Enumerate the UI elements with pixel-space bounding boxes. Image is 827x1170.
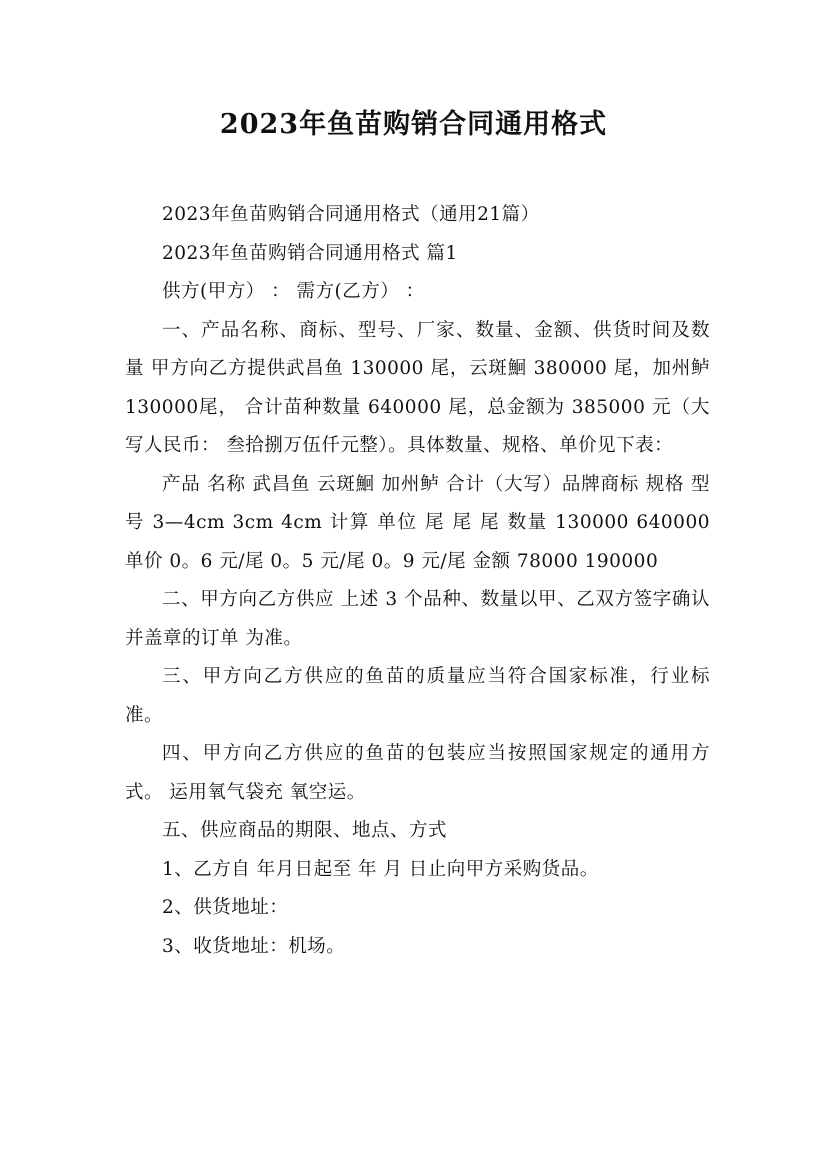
paragraph-clause-4: 四、甲方向乙方供应的鱼苗的包装应当按照国家规定的通用方式。 运用氧气袋充 氧空运。 xyxy=(125,743,710,803)
paragraph-item-1: 1、乙方自 年月日起至 年 月 日止向甲方采购货品。 xyxy=(162,858,599,880)
document-title: 2023年鱼苗购销合同通用格式 xyxy=(219,109,608,140)
paragraph-parties: 供方(甲方） ： 需方(乙方） ： xyxy=(162,281,425,302)
paragraph-item-3: 3、收货地址：机场。 xyxy=(162,935,346,957)
paragraph-clause-1: 一、产品名称、商标、型号、厂家、数量、金额、供货时间及数量 甲方向乙方提供武昌鱼 130000 尾，云斑鮰 380000 尾，加州鲈 130000尾， 合计苗种数量 640000 尾，总金额为 385000 元（大写人民币： 叁拾捌万伍仟元整）。具体数量、规格、单价见下表： xyxy=(125,319,710,456)
paragraph-product-table-text: 产品 名称 武昌鱼 云斑鮰 加州鲈 合计（大写）品牌商标 规格 型号 3—4cm 3cm 4cm 计算 单位 尾 尾 尾 数量 130000 640000 单价 0。6 元/尾 0。5 元/尾 0。9 元/尾 金额 78000 190000 xyxy=(125,473,710,572)
paragraph-clause-5: 五、供应商品的期限、地点、方式 xyxy=(162,820,448,841)
paragraph-section-heading: 2023年鱼苗购销合同通用格式 篇1 xyxy=(162,242,458,264)
paragraph-clause-3: 三、甲方向乙方供应的鱼苗的质量应当符合国家标准，行业标准。 xyxy=(125,666,710,726)
paragraph-item-2: 2、供货地址： xyxy=(162,897,289,918)
paragraph-subtitle: 2023年鱼苗购销合同通用格式（通用21篇） xyxy=(162,204,540,225)
paragraph-clause-2: 二、甲方向乙方供应 上述 3 个品种、数量以甲、乙双方签字确认并盖章的订单 为准。 xyxy=(125,589,710,649)
document-body xyxy=(125,196,710,966)
